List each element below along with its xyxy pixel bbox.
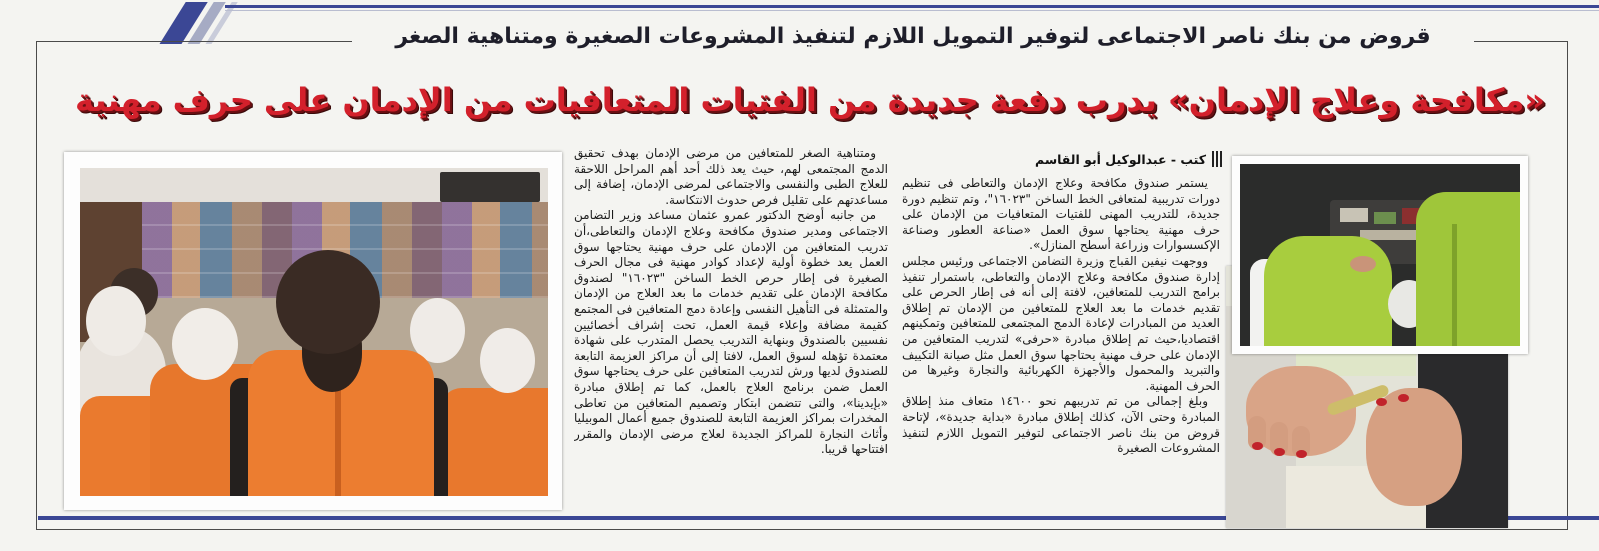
photo-hand xyxy=(1350,256,1376,272)
photo-nail-3 xyxy=(1296,450,1307,458)
photo-nail-4 xyxy=(1376,398,1387,406)
paragraph: وبلغ إجمالى من تم تدريبهم نحو ١٤٦٠٠ متعاف منذ إطلاق المبادرة وحتى الآن، كذلك إطلاق مبادرة «بداية جديدة»، لإتاحة قروض من بنك ناصر الاجتماعى لتوفير التمويل اللازم لتنفيذ المشروعات الصغيرة xyxy=(902,394,1220,456)
photo-head-hijab-left xyxy=(86,286,146,356)
photo-green-vests-frame xyxy=(1232,156,1528,354)
top-rule-thin xyxy=(225,10,1599,11)
photo-vest-green-left xyxy=(1264,236,1392,346)
photo-item-1 xyxy=(1340,208,1368,222)
paragraph: ومتناهية الصغر للمتعافين من مرضى الإدمان بهدف تحقيق الدمج المجتمعى لهم، حيث يعد ذلك أحد أهم المراحل اللاحقة للعلاج الطبى والنفسى والاجتماعى لمرضى الإدمان، إضافة إلى مساعدتهم على تقليل فرص حدوث الانتكاسة. xyxy=(574,146,888,207)
byline xyxy=(1000,148,1222,170)
photo-head-dark-hair xyxy=(276,250,380,354)
article-headline: «مكافحة وعلاج الإدمان» يدرب دفعة جديدة من الفتيات المتعافيات من الإدمان على حرف مهنية xyxy=(75,81,1545,119)
photo-air-conditioner xyxy=(440,172,540,202)
photo-green-vests xyxy=(1240,164,1520,346)
byline-bars-icon xyxy=(1212,151,1222,167)
byline-text: كتب - عبدالوكيل أبو القاسم xyxy=(1035,151,1206,167)
paragraph: من جانبه أوضح الدكتور عمرو عثمان مساعد وزير التضامن الاجتماعى ومدير صندوق مكافحة وعلاج الإدمان والتعاطى،أن تدريب المتعافين من الإدمان على حرف مهنية يحتاجها سوق العمل يعد خطوة أولية لإعداد كوادر مهنية فى مجال الحرف الصغيرة فى إطار حرص الخط الساخن "١٦٠٢٣" لصندوق مكافحة الإدمان على تقديم خدمات ما بعد العلاج من الإدمان والمتمثلة فى التأهيل النفسى وإعادة دمج المتعافين فى المجتمع كقيمة مضافة وإعلاء قيمة العمل، تحت إشراف أخصائيين نفسيين بالصندوق وبنهاية التدريب يحصل المتدرب على شهادة معتمدة تؤهله لسوق العمل، لافتا إلى أن مراكز العزيمة التابعة للصندوق لديها ورش لتدريب المتعافين على حرف يحتاجها سوق العمل ضمن برنامج العلاج بالعمل، كما تم إطلاق مبادرة «بإيدينا»، والتى تتضمن ابتكار وتصميم المتعافين من تعاطى المخدرات بمراكز العزيمة التابعة للصندوق جميع أعمال الموبيليا وأثاث النجارة للمراكز الجديدة لعلاج مرضى الإدمان والمقرر افتتاحها قريبا. xyxy=(574,208,888,457)
photo-nail-2 xyxy=(1274,448,1285,456)
photo-item-5 xyxy=(1360,230,1420,240)
article-column-right xyxy=(902,176,1220,510)
photo-vest-right xyxy=(440,388,548,496)
photo-vest-green-right xyxy=(1416,192,1520,346)
photo-head-hijab-center-left xyxy=(172,308,238,380)
photo-trainees xyxy=(80,168,548,496)
paragraph: ووجهت نيفين القباج وزيرة التضامن الاجتماعى ورئيس مجلس إدارة صندوق مكافحة وعلاج الإدمان والتعاطى، باستمرار تنفيذ برامج التدريب للمتعافين، لافتة إلى أنه فى إطار الحرص على تقديم خدمات ما بعد العلاج للمتعافين من الإدمان تم إطلاق العديد من المبادرات لإعادة الدمج المجتمعى للمتعافين وتمكينهم اقتصاديا،حيث تم إطلاق مبادرة «حرفى» لتدريب المتعافين من الإدمان على حرف مهنية يحتاجها سوق العمل مثل صيانة التكييف والتبريد والمحمول والأجهزة الكهربائية والنجارة وغيرها من الحرف المهنية. xyxy=(902,253,1220,393)
photo-trainees-frame xyxy=(64,152,562,510)
top-rule xyxy=(225,5,1599,8)
photo-nail-1 xyxy=(1252,442,1263,450)
article-kicker: قروض من بنك ناصر الاجتماعى لتوفير التمويل اللازم لتنفيذ المشروعات الصغيرة ومتناهية الصغر xyxy=(352,20,1474,54)
article-column-middle xyxy=(574,146,888,512)
photo-vest-green-right-shade xyxy=(1452,224,1457,346)
photo-item-2 xyxy=(1374,212,1396,224)
paragraph: يستمر صندوق مكافحة وعلاج الإدمان والتعاطى فى تنظيم دورات تدريبية لمتعافى الخط الساخن "١٦٠٢٣"، وتم تنظيم دورة جديدة، للتدريب المهنى للفتيات المتعافيات من الإدمان على حرف مهنية يحتاجها سوق العمل «صناعة العطور وصناعة الإكسسوارات وزراعة أسطح المنازل». xyxy=(902,176,1220,253)
photo-nail-5 xyxy=(1398,394,1409,402)
header-stripes-decoration xyxy=(150,2,240,44)
photo-head-hijab-right-2 xyxy=(480,328,535,393)
